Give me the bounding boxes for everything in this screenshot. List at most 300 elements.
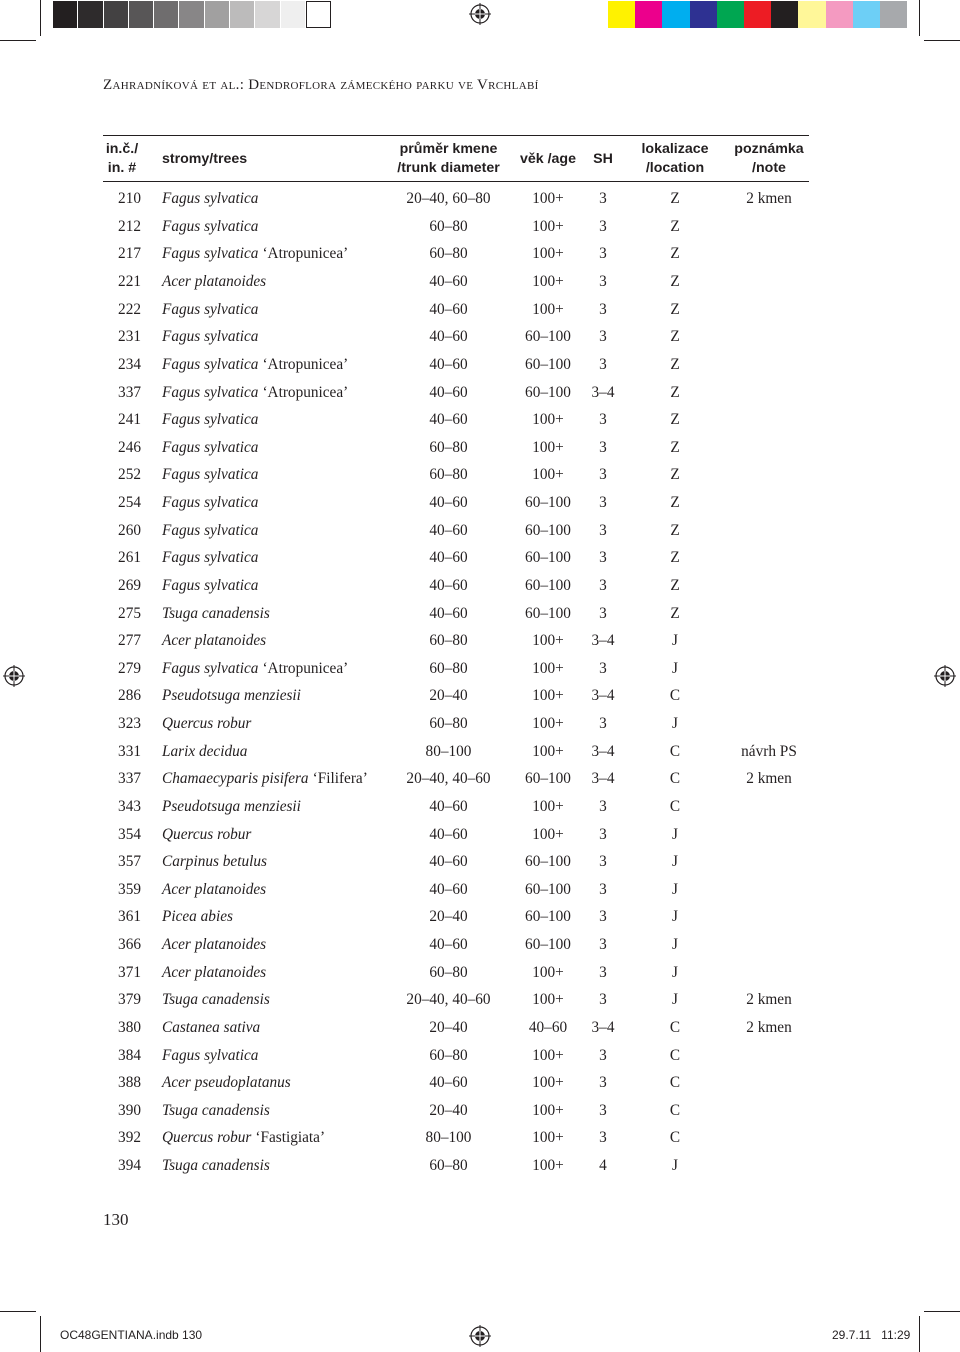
cell-species <box>141 600 386 628</box>
cell-sh: 3 <box>599 494 607 512</box>
cell-diameter: 40–60 <box>429 300 468 318</box>
crop-mark <box>919 0 920 36</box>
species-name: Tsuga canadensis <box>162 1101 270 1119</box>
calibration-swatch <box>281 1 306 28</box>
species-name: Tsuga canadensis <box>162 991 270 1009</box>
cell-id: 277 <box>118 632 141 650</box>
cell-species <box>141 904 386 932</box>
cell-age: 100+ <box>532 687 564 705</box>
table-row <box>103 1125 809 1153</box>
table-row <box>103 738 809 766</box>
cell-location: Z <box>670 549 680 567</box>
cell-sh: 3 <box>599 825 607 843</box>
cell-sh: 3 <box>599 715 607 733</box>
slug-date-value: 29.7.11 <box>832 1328 872 1342</box>
species-name: Fagus sylvatica <box>162 466 259 484</box>
cell-id: 394 <box>118 1157 141 1175</box>
cell-note <box>729 655 809 683</box>
cell-id: 286 <box>118 687 141 705</box>
table-row <box>103 572 809 600</box>
cell-sh: 3 <box>599 1101 607 1119</box>
table-row <box>103 1042 809 1070</box>
crop-mark <box>919 1316 920 1352</box>
cell-sh: 3–4 <box>591 383 615 401</box>
header-sh: SH <box>585 136 621 182</box>
species-name: Acer platanoides <box>162 963 267 981</box>
species-name: Fagus sylvatica <box>162 521 259 539</box>
cell-location: C <box>669 1018 681 1036</box>
cell-note: 2 kmen <box>746 189 792 207</box>
cell-id: 210 <box>118 189 141 207</box>
cell-id: 246 <box>118 438 141 456</box>
calibration-swatch <box>205 1 230 28</box>
species-name: Fagus sylvatica <box>162 189 259 207</box>
cell-diameter: 40–60 <box>429 604 468 622</box>
calibration-swatch <box>635 1 662 28</box>
cultivar-name: ‘Atropunicea’ <box>262 383 349 401</box>
cell-location: J <box>672 880 678 898</box>
cell-location: C <box>669 1101 681 1119</box>
cell-diameter: 20–40 <box>429 687 468 705</box>
cell-diameter: 80–100 <box>425 742 472 760</box>
table-row <box>103 545 809 573</box>
table-row <box>103 710 809 738</box>
cell-location: Z <box>670 438 680 456</box>
cell-species <box>141 517 386 545</box>
species-name: Quercus robur <box>162 1129 252 1147</box>
cell-location: J <box>672 715 678 733</box>
cell-note <box>729 904 809 932</box>
cell-sh: 3 <box>599 300 607 318</box>
cell-note <box>729 572 809 600</box>
running-head: Zahradníková et al.: Dendroflora zámeckého parku ve Vrchlabí <box>103 77 539 93</box>
cell-diameter: 60–80 <box>429 466 468 484</box>
cell-age: 100+ <box>532 438 564 456</box>
cell-species <box>141 710 386 738</box>
cell-note <box>729 876 809 904</box>
cell-sh: 3 <box>599 853 607 871</box>
cell-location: Z <box>670 411 680 429</box>
table-row <box>103 904 809 932</box>
crop-mark <box>0 40 36 41</box>
crop-mark <box>0 1311 36 1312</box>
cell-sh: 3–4 <box>591 1018 615 1036</box>
cell-age: 100+ <box>532 742 564 760</box>
cell-id: 221 <box>118 273 141 291</box>
cell-sh: 3 <box>599 604 607 622</box>
species-name: Fagus sylvatica <box>162 576 259 594</box>
cell-location: J <box>672 936 678 954</box>
cell-note <box>729 710 809 738</box>
cell-id: 269 <box>118 576 141 594</box>
cell-species <box>141 848 386 876</box>
cell-location: Z <box>670 604 680 622</box>
cell-age: 100+ <box>532 963 564 981</box>
table-row <box>103 821 809 849</box>
cell-id: 337 <box>118 383 141 401</box>
table-row <box>103 655 809 683</box>
species-name: Fagus sylvatica <box>162 494 259 512</box>
cell-age: 60–100 <box>525 853 571 871</box>
table-row <box>103 848 809 876</box>
cell-age: 100+ <box>532 1046 564 1064</box>
calibration-swatch <box>608 1 635 28</box>
cell-location: J <box>672 659 678 677</box>
header-diameter: průměr kmene /trunk diameter <box>386 136 511 182</box>
cell-location: C <box>669 687 681 705</box>
cell-id: 331 <box>118 742 141 760</box>
cell-id: 343 <box>118 797 141 815</box>
page-number: 130 <box>103 1210 129 1229</box>
cell-age: 100+ <box>532 300 564 318</box>
cell-species <box>141 931 386 959</box>
cell-id: 392 <box>118 1129 141 1147</box>
calibration-swatch <box>179 1 204 28</box>
cell-age: 60–100 <box>525 936 571 954</box>
cell-species <box>141 1125 386 1153</box>
cell-age: 100+ <box>532 659 564 677</box>
cell-sh: 3 <box>599 549 607 567</box>
cell-id: 260 <box>118 521 141 539</box>
cell-note: 2 kmen <box>746 991 792 1009</box>
calibration-swatch <box>230 1 255 28</box>
table-row <box>103 406 809 434</box>
cell-diameter: 20–40, 60–80 <box>406 189 491 207</box>
cell-species <box>141 351 386 379</box>
cell-diameter: 80–100 <box>425 1129 472 1147</box>
cell-location: C <box>669 1129 681 1147</box>
cell-id: 354 <box>118 825 141 843</box>
cell-id: 390 <box>118 1101 141 1119</box>
cell-age: 100+ <box>532 632 564 650</box>
cell-note <box>729 296 809 324</box>
cell-id: 222 <box>118 300 141 318</box>
species-name: Quercus robur <box>162 825 252 843</box>
cell-note: návrh PS <box>741 742 797 760</box>
cell-diameter: 40–60 <box>429 521 468 539</box>
species-name: Pseudotsuga menziesii <box>162 687 301 705</box>
table-row <box>103 1014 809 1042</box>
table-row <box>103 766 809 794</box>
table-row <box>103 324 809 352</box>
cell-note <box>729 324 809 352</box>
cell-species <box>141 182 386 214</box>
slug-filename: OC48GENTIANA.indb 130 <box>60 1328 203 1342</box>
calibration-swatch <box>306 1 331 28</box>
cell-sh: 3 <box>599 328 607 346</box>
calibration-swatch <box>154 1 179 28</box>
cell-location: Z <box>670 189 680 207</box>
cell-species <box>141 1069 386 1097</box>
crop-mark <box>924 40 960 41</box>
calibration-swatch <box>853 1 880 28</box>
calibration-swatch <box>129 1 154 28</box>
table-row <box>103 793 809 821</box>
table-row <box>103 351 809 379</box>
header-location: lokalizace /location <box>621 136 729 182</box>
slug-date <box>832 1328 910 1342</box>
cell-age: 100+ <box>532 991 564 1009</box>
species-name: Fagus sylvatica <box>162 549 259 567</box>
cell-age: 100+ <box>532 466 564 484</box>
cell-diameter: 60–80 <box>429 632 468 650</box>
cell-age: 100+ <box>532 411 564 429</box>
cell-sh: 3 <box>599 1046 607 1064</box>
crop-mark <box>924 1311 960 1312</box>
cell-age: 100+ <box>532 1074 564 1092</box>
cell-sh: 3 <box>599 936 607 954</box>
cell-location: Z <box>670 300 680 318</box>
cell-diameter: 60–80 <box>429 1157 468 1175</box>
cell-species <box>141 738 386 766</box>
cell-diameter: 40–60 <box>429 355 468 373</box>
cell-note <box>729 545 809 573</box>
cell-species <box>141 683 386 711</box>
species-name: Fagus sylvatica <box>162 438 259 456</box>
cell-species <box>141 296 386 324</box>
cell-diameter: 20–40 <box>429 1101 468 1119</box>
species-name: Fagus sylvatica <box>162 355 259 373</box>
species-name: Acer platanoides <box>162 880 267 898</box>
table-row <box>103 1097 809 1125</box>
cell-sh: 3–4 <box>591 770 615 788</box>
cell-location: Z <box>670 494 680 512</box>
cell-age: 100+ <box>532 1101 564 1119</box>
cell-age: 100+ <box>532 217 564 235</box>
table-row <box>103 1152 809 1180</box>
cell-species <box>141 572 386 600</box>
table-row <box>103 182 809 214</box>
cell-location: Z <box>670 355 680 373</box>
cell-age: 100+ <box>532 273 564 291</box>
cell-note <box>729 959 809 987</box>
cell-note: 2 kmen <box>746 770 792 788</box>
calibration-swatch <box>771 1 798 28</box>
cell-age: 40–60 <box>528 1018 568 1036</box>
cell-note <box>729 213 809 241</box>
species-name: Castanea sativa <box>162 1018 261 1036</box>
cell-diameter: 40–60 <box>429 880 468 898</box>
cell-id: 379 <box>118 991 141 1009</box>
species-name: Fagus sylvatica <box>162 411 259 429</box>
species-name: Fagus sylvatica <box>162 217 259 235</box>
cell-location: C <box>669 1046 681 1064</box>
cell-diameter: 20–40 <box>429 1018 468 1036</box>
cultivar-name: ‘Fastigiata’ <box>255 1129 326 1147</box>
cell-species <box>141 876 386 904</box>
cell-note <box>729 1152 809 1180</box>
cell-age: 60–100 <box>525 355 571 373</box>
cell-age: 60–100 <box>525 521 571 539</box>
header-age: věk /age <box>511 136 585 182</box>
cell-location: J <box>672 963 678 981</box>
cell-location: Z <box>670 521 680 539</box>
cell-location: Z <box>670 273 680 291</box>
cell-location: J <box>672 825 678 843</box>
calibration-swatch <box>53 1 78 28</box>
table-row <box>103 517 809 545</box>
cell-sh: 3–4 <box>591 687 615 705</box>
cell-note <box>729 241 809 269</box>
cell-age: 100+ <box>532 825 564 843</box>
species-name: Larix decidua <box>162 742 248 760</box>
cell-note <box>729 793 809 821</box>
cell-sh: 3 <box>599 438 607 456</box>
cell-location: J <box>672 908 678 926</box>
cell-id: 384 <box>118 1046 141 1064</box>
cell-species <box>141 766 386 794</box>
cell-diameter: 60–80 <box>429 245 468 263</box>
cell-note <box>729 1069 809 1097</box>
cultivar-name: ‘Atropunicea’ <box>262 659 349 677</box>
calibration-swatch <box>662 1 689 28</box>
cell-species <box>141 1014 386 1042</box>
cell-age: 100+ <box>532 189 564 207</box>
calibration-swatch <box>78 1 103 28</box>
cell-id: 337 <box>118 770 141 788</box>
cell-age: 60–100 <box>525 770 571 788</box>
cell-location: Z <box>670 217 680 235</box>
table-row <box>103 379 809 407</box>
registration-mark-icon <box>469 3 491 25</box>
cell-id: 388 <box>118 1074 141 1092</box>
table-row <box>103 683 809 711</box>
cell-sh: 3 <box>599 880 607 898</box>
cell-sh: 3 <box>599 797 607 815</box>
cell-age: 60–100 <box>525 880 571 898</box>
cell-diameter: 20–40, 40–60 <box>406 770 491 788</box>
cell-diameter: 60–80 <box>429 715 468 733</box>
table-row <box>103 600 809 628</box>
cell-sh: 3 <box>599 576 607 594</box>
cell-diameter: 20–40, 40–60 <box>406 991 491 1009</box>
cell-species <box>141 1097 386 1125</box>
slug-time-value: 11:29 <box>881 1328 911 1342</box>
cell-location: C <box>669 742 681 760</box>
cell-note <box>729 683 809 711</box>
cell-age: 100+ <box>532 245 564 263</box>
cell-diameter: 40–60 <box>429 576 468 594</box>
cell-note <box>729 489 809 517</box>
registration-mark-icon <box>3 665 25 687</box>
table-row <box>103 268 809 296</box>
cell-sh: 3 <box>599 411 607 429</box>
cell-diameter: 40–60 <box>429 936 468 954</box>
species-name: Fagus sylvatica <box>162 300 259 318</box>
species-name: Tsuga canadensis <box>162 1157 270 1175</box>
cell-sh: 3 <box>599 217 607 235</box>
cell-id: 371 <box>118 963 141 981</box>
cell-note <box>729 627 809 655</box>
cell-note <box>729 848 809 876</box>
cell-species <box>141 241 386 269</box>
cell-diameter: 40–60 <box>429 494 468 512</box>
cell-age: 60–100 <box>525 494 571 512</box>
cell-species <box>141 434 386 462</box>
cell-sh: 3 <box>599 521 607 539</box>
cell-species <box>141 987 386 1015</box>
cell-diameter: 60–80 <box>429 963 468 981</box>
table-row <box>103 987 809 1015</box>
header-id: in.č./ in. # <box>103 136 141 182</box>
species-name: Fagus sylvatica <box>162 383 259 401</box>
species-name: Acer platanoides <box>162 273 267 291</box>
cell-species <box>141 379 386 407</box>
cell-note <box>729 931 809 959</box>
cell-id: 357 <box>118 853 141 871</box>
crop-mark <box>40 0 41 36</box>
table-header-row <box>103 136 809 182</box>
cell-age: 60–100 <box>525 576 571 594</box>
cell-note <box>729 462 809 490</box>
table-row <box>103 241 809 269</box>
cell-id: 361 <box>118 908 141 926</box>
cell-species <box>141 959 386 987</box>
cell-id: 217 <box>118 245 141 263</box>
cell-diameter: 40–60 <box>429 383 468 401</box>
cell-id: 234 <box>118 355 141 373</box>
species-name: Fagus sylvatica <box>162 1046 259 1064</box>
cell-diameter: 40–60 <box>429 853 468 871</box>
cell-diameter: 60–80 <box>429 659 468 677</box>
calibration-swatch <box>717 1 744 28</box>
cell-location: Z <box>670 245 680 263</box>
species-name: Pseudotsuga menziesii <box>162 797 301 815</box>
cell-id: 275 <box>118 604 141 622</box>
cell-species <box>141 406 386 434</box>
cell-note <box>729 434 809 462</box>
cell-note: 2 kmen <box>746 1018 792 1036</box>
cell-sh: 3 <box>599 189 607 207</box>
calibration-swatch <box>798 1 825 28</box>
cell-species <box>141 213 386 241</box>
table-row <box>103 213 809 241</box>
grayscale-calibration-bar <box>53 1 331 28</box>
crop-mark <box>40 1316 41 1352</box>
species-name: Acer platanoides <box>162 936 267 954</box>
cell-note <box>729 1097 809 1125</box>
cell-location: Z <box>670 383 680 401</box>
table-row <box>103 434 809 462</box>
cell-note <box>729 1042 809 1070</box>
cell-age: 60–100 <box>525 383 571 401</box>
cell-species <box>141 1152 386 1180</box>
registration-mark-icon <box>469 1325 491 1347</box>
table-row <box>103 489 809 517</box>
calibration-swatch <box>690 1 717 28</box>
cell-species <box>141 627 386 655</box>
cell-location: Z <box>670 328 680 346</box>
calibration-swatch <box>104 1 129 28</box>
cell-diameter: 40–60 <box>429 411 468 429</box>
header-species: stromy/trees <box>141 136 386 182</box>
cell-diameter: 40–60 <box>429 825 468 843</box>
cell-sh: 4 <box>599 1157 607 1175</box>
cultivar-name: ‘Filifera’ <box>312 770 368 788</box>
cell-age: 100+ <box>532 1129 564 1147</box>
cell-age: 100+ <box>532 797 564 815</box>
cell-sh: 3 <box>599 1129 607 1147</box>
cell-species <box>141 545 386 573</box>
table-row <box>103 1069 809 1097</box>
species-name: Fagus sylvatica <box>162 659 259 677</box>
cell-species <box>141 1042 386 1070</box>
cell-location: J <box>672 991 678 1009</box>
cultivar-name: ‘Atropunicea’ <box>262 245 349 263</box>
table-row <box>103 876 809 904</box>
cultivar-name: ‘Atropunicea’ <box>262 355 349 373</box>
table-row <box>103 627 809 655</box>
